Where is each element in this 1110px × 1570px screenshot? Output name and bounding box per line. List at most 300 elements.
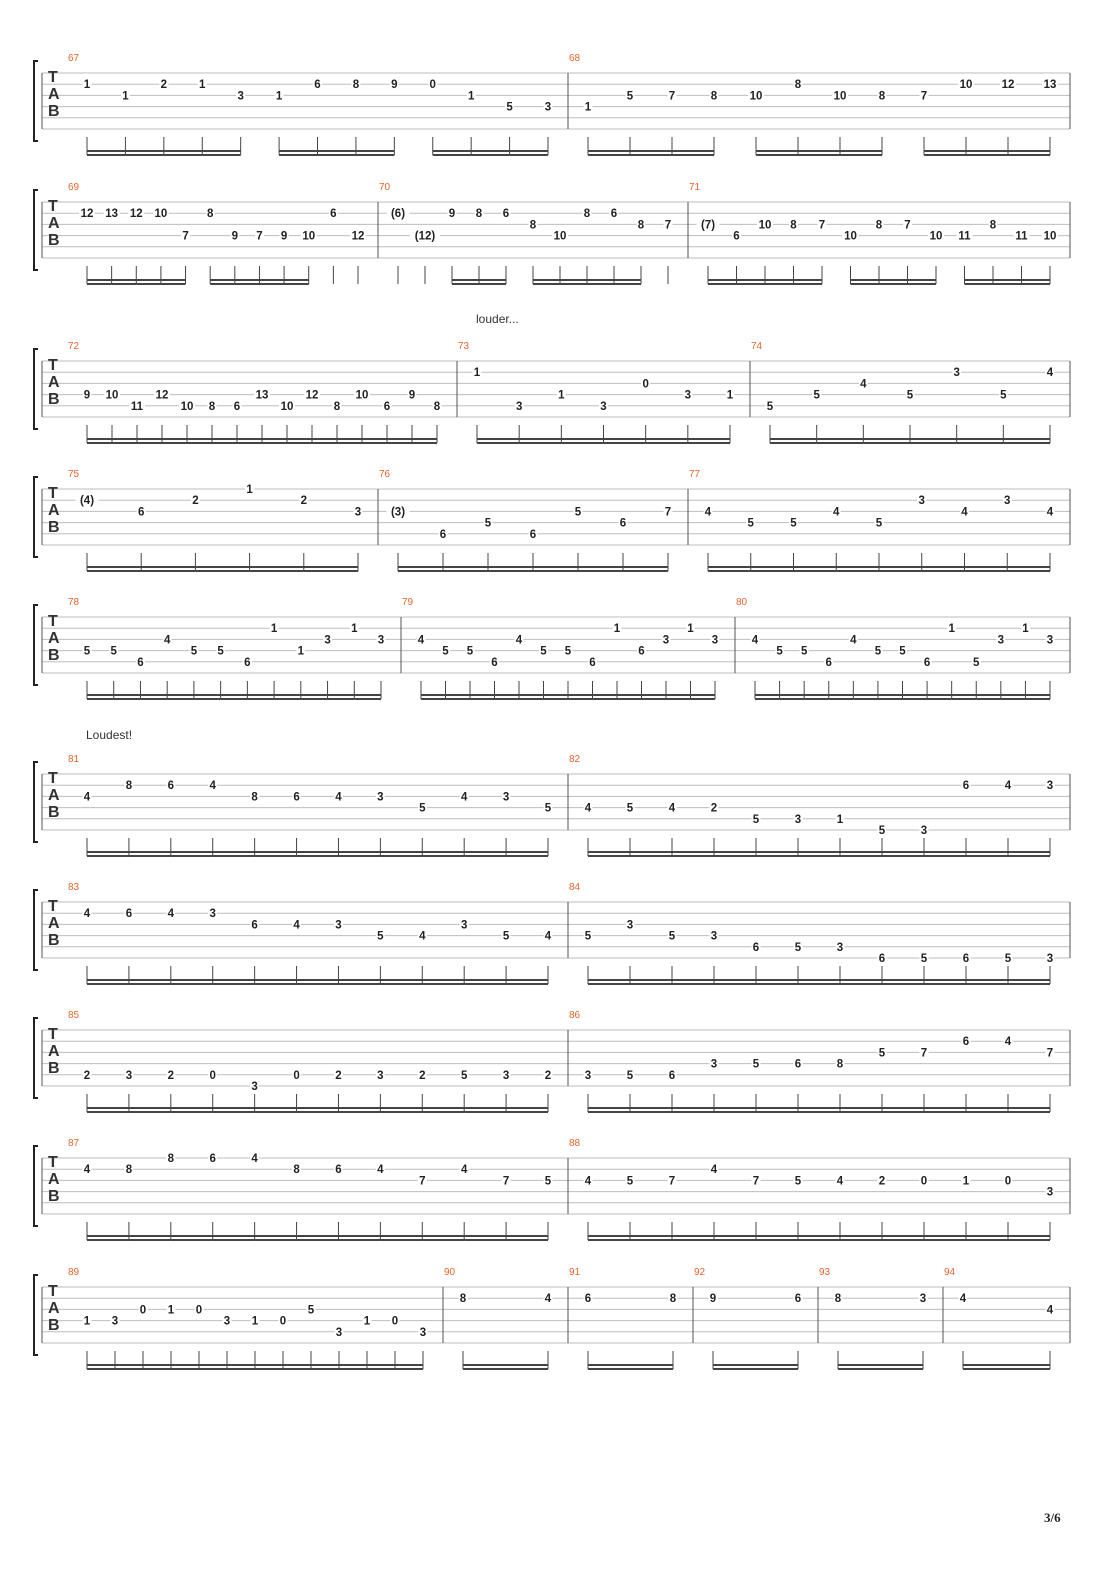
- measure-number: 83: [68, 882, 80, 893]
- fret-number: 3: [111, 1315, 119, 1328]
- tab-clef-letter: A: [48, 374, 60, 391]
- fret-number: 2: [83, 1069, 91, 1082]
- fret-number: 5: [906, 389, 914, 402]
- fret-number: 10: [302, 230, 316, 243]
- fret-number: 4: [251, 1153, 258, 1165]
- fret-number: 3: [335, 1326, 343, 1339]
- fret-number: 1: [558, 389, 565, 402]
- measure: [68, 597, 386, 699]
- fret-number: 5: [747, 517, 754, 530]
- fret-number: 0: [279, 1315, 287, 1328]
- fret-number: 6: [619, 517, 627, 530]
- measure-number: 94: [944, 1267, 956, 1278]
- fret-number: 4: [1004, 780, 1012, 793]
- fret-number: 3: [584, 1069, 592, 1082]
- measure-number: 82: [569, 754, 581, 765]
- tab-clef-letter: B: [48, 1317, 60, 1334]
- fret-number: 0: [209, 1069, 216, 1082]
- fret-number: 6: [330, 208, 337, 221]
- fret-number: 6: [794, 1293, 802, 1306]
- tab-clef-letter: T: [48, 198, 58, 215]
- fret-number: 7: [920, 1047, 928, 1060]
- measure-number: 73: [458, 341, 470, 352]
- fret-number: 1: [584, 101, 592, 114]
- fret-number: 3: [1004, 495, 1011, 508]
- fret-number: 3: [997, 634, 1005, 647]
- tab-clef-letter: A: [48, 502, 60, 519]
- fret-number: 10: [749, 90, 763, 103]
- fret-number: 1: [83, 1315, 91, 1328]
- measure: [751, 341, 1055, 443]
- fret-number: 6: [209, 1153, 216, 1165]
- fret-number: 2: [192, 495, 199, 508]
- fret-number: 5: [766, 400, 774, 413]
- fret-number: 6: [244, 656, 251, 669]
- fret-number: 6: [137, 656, 144, 669]
- fret-number: 3: [710, 1058, 718, 1071]
- fret-number: 1: [726, 389, 734, 402]
- measure: [569, 1138, 1055, 1240]
- measure: [569, 882, 1055, 984]
- fret-number: 3: [1046, 953, 1054, 965]
- fret-number: 5: [626, 1069, 634, 1082]
- tab-clef-letter: T: [48, 770, 58, 787]
- fret-number: 11: [1015, 230, 1028, 243]
- fret-number: 5: [190, 645, 198, 658]
- fret-number: 5: [874, 645, 882, 658]
- fret-number: 13: [1043, 79, 1057, 92]
- measure-number: 88: [569, 1138, 581, 1149]
- fret-number: 2: [544, 1069, 552, 1082]
- fret-number: 0: [391, 1315, 399, 1328]
- fret-number: 4: [850, 634, 857, 647]
- fret-number: (4): [79, 495, 95, 508]
- measure-number: 80: [736, 597, 748, 608]
- fret-number: 7: [664, 506, 672, 519]
- tab-clef-letter: B: [48, 103, 60, 120]
- fret-number: 4: [460, 1164, 468, 1177]
- fret-number: 3: [460, 919, 468, 932]
- fret-number: 3: [1046, 1186, 1054, 1199]
- tab-clef-letter: A: [48, 86, 60, 103]
- fret-number: 4: [163, 634, 171, 647]
- fret-number: 5: [110, 645, 117, 658]
- measure-number: 70: [379, 182, 391, 193]
- fret-number: 4: [1004, 1036, 1012, 1049]
- fret-number: 9: [231, 230, 239, 243]
- fret-number: 5: [920, 953, 928, 965]
- fret-number: 11: [130, 400, 144, 413]
- measure-number: 92: [694, 1267, 706, 1278]
- measure: [569, 754, 1055, 856]
- fret-number: 8: [475, 208, 483, 221]
- fret-number: 3: [377, 1069, 384, 1082]
- fret-number: 4: [668, 802, 676, 815]
- fret-number: 12: [351, 230, 365, 243]
- fret-number: 6: [962, 1036, 970, 1049]
- fret-number: 3: [711, 634, 719, 647]
- fret-number: 1: [122, 90, 129, 103]
- tab-clef-letter: A: [48, 787, 60, 804]
- measure-number: 68: [569, 53, 581, 64]
- system-bracket: [34, 1018, 38, 1098]
- fret-number: 1: [962, 1175, 970, 1188]
- measure: [458, 341, 735, 443]
- fret-number: 8: [459, 1293, 467, 1306]
- fret-number: 3: [354, 506, 362, 519]
- tab-clef-letter: B: [48, 804, 60, 821]
- fret-number: 8: [878, 90, 886, 103]
- fret-number: 6: [733, 230, 740, 243]
- tab-clef-letter: B: [48, 1060, 60, 1077]
- fret-number: 3: [251, 1081, 258, 1093]
- fret-number: 3: [237, 90, 244, 103]
- fret-number: 5: [752, 1058, 760, 1071]
- fret-number: 5: [544, 802, 552, 815]
- fret-number: 7: [1046, 1047, 1054, 1060]
- fret-number: 10: [844, 230, 857, 243]
- system-bracket: [34, 190, 38, 270]
- fret-number: 8: [433, 400, 441, 413]
- measure: [68, 1138, 553, 1240]
- fret-number: 8: [583, 208, 591, 221]
- fret-number: 5: [442, 645, 449, 658]
- fret-number: 7: [182, 230, 189, 243]
- tab-system: [34, 882, 1070, 984]
- fret-number: 13: [255, 389, 269, 402]
- fret-number: 3: [223, 1315, 231, 1328]
- system-bracket: [34, 349, 38, 429]
- fret-number: 3: [1046, 780, 1054, 793]
- measure-number: 75: [68, 469, 80, 480]
- measure-number: 81: [68, 754, 80, 765]
- fret-number: 3: [600, 400, 607, 413]
- measure: [694, 1267, 803, 1369]
- fret-number: 4: [377, 1164, 384, 1177]
- fret-number: 5: [626, 1175, 634, 1188]
- tab-clef-letter: T: [48, 1026, 58, 1043]
- fret-number: 9: [391, 79, 398, 92]
- fret-number: 10: [1043, 230, 1057, 243]
- fret-number: 12: [155, 389, 169, 402]
- fret-number: 4: [751, 634, 759, 647]
- fret-number: 5: [484, 517, 492, 530]
- fret-number: 1: [363, 1315, 371, 1328]
- tab-clef-letter: A: [48, 915, 60, 932]
- fret-number: 8: [669, 1293, 677, 1306]
- tab-clef-letter: T: [48, 357, 58, 374]
- measure: [402, 597, 720, 699]
- fret-number: 10: [833, 90, 847, 103]
- fret-number: 5: [973, 656, 980, 669]
- fret-number: 1: [246, 484, 253, 496]
- fret-number: 4: [544, 930, 552, 943]
- fret-number: 0: [139, 1304, 147, 1317]
- tab-clef-letter: T: [48, 613, 58, 630]
- fret-number: 1: [613, 623, 621, 636]
- fret-number: 5: [307, 1304, 315, 1317]
- tab-clef-letter: A: [48, 1300, 60, 1317]
- fret-number: 0: [429, 79, 436, 92]
- fret-number: 1: [473, 367, 481, 380]
- fret-number: 4: [83, 908, 91, 921]
- fret-number: 6: [383, 400, 391, 413]
- fret-number: (3): [390, 506, 406, 519]
- fret-number: 3: [125, 1069, 133, 1082]
- fret-number: 3: [377, 634, 385, 647]
- fret-number: 7: [904, 219, 911, 232]
- fret-number: 8: [352, 79, 360, 92]
- system-bracket: [34, 1146, 38, 1226]
- fret-number: 8: [167, 1153, 175, 1165]
- fret-number: 5: [1000, 389, 1007, 402]
- fret-number: 1: [83, 79, 91, 92]
- fret-number: 5: [800, 645, 808, 658]
- fret-number: 3: [710, 930, 718, 943]
- fret-number: 8: [637, 219, 645, 232]
- measure: [569, 1010, 1055, 1112]
- fret-number: 4: [1046, 367, 1054, 380]
- fret-number: 2: [710, 802, 718, 815]
- fret-number: 8: [794, 79, 802, 92]
- tab-clef-letter: B: [48, 932, 60, 949]
- fret-number: 5: [540, 645, 547, 658]
- fret-number: 1: [687, 623, 694, 636]
- measure-number: 79: [402, 597, 414, 608]
- tab-clef-letter: T: [48, 1154, 58, 1171]
- system-bracket: [34, 1275, 38, 1355]
- tab-system: [34, 341, 1070, 443]
- tab-system: [34, 1267, 1070, 1369]
- fret-number: 3: [324, 634, 331, 647]
- fret-number: 3: [544, 101, 552, 114]
- fret-number: 5: [790, 517, 797, 530]
- fret-number: 7: [752, 1175, 760, 1188]
- fret-number: 13: [105, 208, 119, 221]
- tab-clef-letter: T: [48, 69, 58, 86]
- system-bracket: [34, 762, 38, 842]
- measure-number: 76: [379, 469, 391, 480]
- fret-number: (6): [390, 208, 406, 221]
- fret-number: 1: [199, 79, 206, 92]
- fret-number: 12: [80, 208, 94, 221]
- fret-number: 6: [335, 1164, 342, 1177]
- measure-number: 74: [751, 341, 763, 352]
- fret-number: 10: [280, 400, 294, 413]
- measure: [68, 754, 553, 856]
- fret-number: 3: [209, 908, 216, 921]
- fret-number: 5: [626, 90, 634, 103]
- fret-number: 5: [899, 645, 906, 658]
- measure: [68, 1267, 428, 1369]
- tab-clef-letter: T: [48, 898, 58, 915]
- fret-number: 4: [460, 791, 468, 804]
- fret-number: 3: [919, 1293, 927, 1306]
- fret-number: 4: [1046, 506, 1054, 519]
- fret-number: 10: [929, 230, 943, 243]
- fret-number: 1: [1022, 623, 1029, 636]
- system-bracket: [34, 890, 38, 970]
- fret-number: 0: [293, 1069, 300, 1082]
- tab-clef-letter: B: [48, 232, 60, 249]
- fret-number: 5: [752, 813, 760, 826]
- tab-system: [34, 182, 1070, 284]
- fret-number: 3: [1046, 634, 1054, 647]
- measure-number: 72: [68, 341, 80, 352]
- fret-number: 5: [419, 802, 426, 815]
- fret-number: 4: [584, 802, 592, 815]
- fret-number: 5: [83, 645, 91, 658]
- fret-number: 7: [668, 1175, 676, 1188]
- fret-number: 5: [776, 645, 783, 658]
- fret-number: 5: [626, 802, 634, 815]
- fret-number: 5: [794, 941, 802, 954]
- measure-number: 77: [689, 469, 701, 480]
- fret-number: 6: [439, 528, 447, 541]
- fret-number: 8: [790, 219, 797, 232]
- fret-number: 6: [752, 941, 760, 954]
- measure-number: 84: [569, 882, 581, 893]
- measure-number: 78: [68, 597, 80, 608]
- tab-clef-letter: T: [48, 1283, 58, 1300]
- fret-number: 8: [834, 1293, 842, 1306]
- tab-system: [34, 597, 1070, 699]
- fret-number: 3: [419, 1326, 427, 1339]
- fret-number: 10: [553, 230, 567, 243]
- fret-number: 10: [355, 389, 369, 402]
- fret-number: 1: [297, 645, 305, 658]
- fret-number: 7: [668, 90, 676, 103]
- measure: [68, 53, 553, 155]
- fret-number: 7: [502, 1175, 510, 1188]
- fret-number: 0: [195, 1304, 203, 1317]
- fret-number: 4: [961, 506, 968, 519]
- fret-number: 9: [280, 230, 288, 243]
- fret-number: 4: [584, 1175, 592, 1188]
- tab-clef-letter: A: [48, 1171, 60, 1188]
- fret-number: 5: [544, 1175, 552, 1188]
- measure: [68, 882, 553, 984]
- fret-number: 3: [953, 367, 960, 380]
- fret-number: 7: [664, 219, 672, 232]
- fret-number: 10: [959, 79, 973, 92]
- fret-number: 4: [836, 1175, 844, 1188]
- fret-number: 7: [818, 219, 826, 232]
- fret-number: 5: [574, 506, 582, 519]
- fret-number: 4: [515, 634, 523, 647]
- tab-system: [34, 1010, 1070, 1112]
- page-number: 3/6: [1044, 1510, 1061, 1525]
- fret-number: 4: [293, 919, 300, 932]
- fret-number: 6: [233, 400, 241, 413]
- annotation-louder: louder...: [476, 312, 519, 326]
- fret-number: 3: [502, 791, 510, 804]
- fret-number: 3: [920, 825, 928, 837]
- fret-number: 10: [180, 400, 194, 413]
- tab-clef-letter: B: [48, 519, 60, 536]
- fret-number: 4: [833, 506, 840, 519]
- fret-number: 5: [878, 825, 886, 837]
- fret-number: 5: [502, 930, 510, 943]
- fret-number: 5: [1004, 953, 1012, 965]
- fret-number: 4: [1046, 1304, 1054, 1317]
- fret-number: 6: [610, 208, 618, 221]
- fret-number: 10: [154, 208, 168, 221]
- fret-number: 5: [466, 645, 474, 658]
- fret-number: 8: [333, 400, 341, 413]
- fret-number: 6: [923, 656, 931, 669]
- fret-number: 6: [962, 780, 970, 793]
- fret-number: 3: [335, 919, 342, 932]
- tab-clef-letter: A: [48, 215, 60, 232]
- fret-number: 6: [293, 791, 300, 804]
- fret-number: 6: [314, 79, 321, 92]
- fret-number: 6: [962, 953, 970, 965]
- fret-number: 8: [529, 219, 537, 232]
- fret-number: 5: [875, 517, 883, 530]
- measure-number: 67: [68, 53, 80, 64]
- fret-number: 8: [875, 219, 883, 232]
- tab-system: [34, 1138, 1070, 1240]
- fret-number: 3: [836, 941, 844, 954]
- system-bracket: [34, 605, 38, 685]
- fret-number: 6: [125, 908, 133, 921]
- measure: [736, 597, 1055, 699]
- fret-number: 8: [989, 219, 997, 232]
- fret-number: (7): [700, 219, 716, 232]
- fret-number: 8: [125, 1164, 133, 1177]
- fret-number: 10: [105, 389, 119, 402]
- fret-number: 6: [668, 1069, 676, 1082]
- fret-number: 8: [293, 1164, 300, 1177]
- fret-number: 4: [209, 780, 216, 793]
- measure-number: 85: [68, 1010, 80, 1021]
- measure: [944, 1267, 1055, 1369]
- fret-number: 0: [642, 378, 649, 391]
- measure: [689, 182, 1058, 284]
- fret-number: 6: [491, 656, 498, 669]
- fret-number: 2: [300, 495, 308, 508]
- fret-number: 1: [467, 90, 475, 103]
- tab-clef-letter: B: [48, 1188, 60, 1205]
- measure: [379, 182, 673, 284]
- fret-number: 7: [920, 90, 928, 103]
- fret-number: 1: [270, 623, 278, 636]
- fret-number: 4: [83, 791, 91, 804]
- fret-number: 6: [167, 780, 175, 793]
- fret-number: 5: [668, 930, 676, 943]
- tab-clef-letter: A: [48, 1043, 60, 1060]
- fret-number: 4: [544, 1293, 552, 1306]
- measure-number: 91: [569, 1267, 581, 1278]
- fret-number: (12): [414, 230, 436, 243]
- fret-number: 1: [275, 90, 283, 103]
- measure-number: 89: [68, 1267, 80, 1278]
- fret-number: 1: [351, 623, 358, 636]
- fret-number: 12: [1001, 79, 1015, 92]
- fret-number: 5: [506, 101, 513, 114]
- fret-number: 7: [419, 1175, 426, 1188]
- measure-number: 69: [68, 182, 80, 193]
- measure: [379, 469, 673, 571]
- fret-number: 4: [860, 378, 867, 391]
- fret-number: 6: [638, 645, 645, 658]
- fret-number: 3: [684, 389, 692, 402]
- measure: [689, 469, 1055, 571]
- measure-number: 86: [569, 1010, 581, 1021]
- fret-number: 6: [589, 656, 596, 669]
- tab-clef-letter: A: [48, 630, 60, 647]
